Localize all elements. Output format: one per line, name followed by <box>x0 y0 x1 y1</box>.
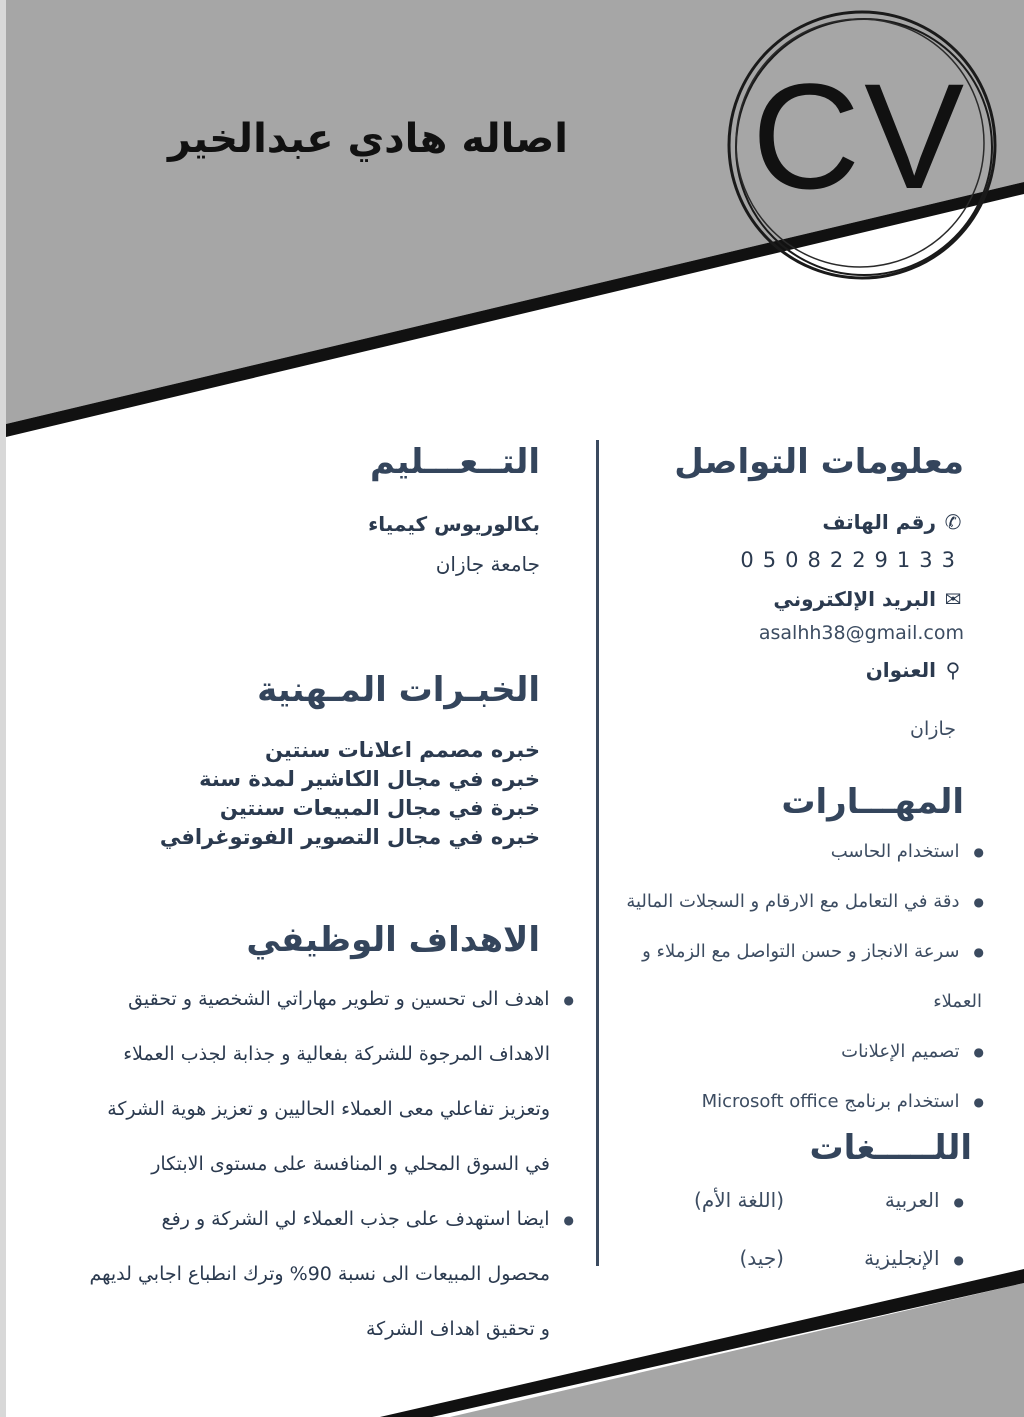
map-pin-icon: ⚲ <box>945 658 961 682</box>
skill-item: ●تصميم الإعلانات <box>841 1041 984 1062</box>
skill-item: ●دقة في التعامل مع الارقام و السجلات المالية <box>626 891 984 912</box>
email-row <box>606 587 964 611</box>
experience-item: خبره مصمم اعلانات سنتين <box>265 738 540 762</box>
education-heading: التــعـــليم <box>369 442 540 482</box>
phone-value: 0508229133 <box>740 548 964 572</box>
languages-heading: اللـــــغات <box>809 1128 972 1168</box>
address-label: العنوان <box>865 658 936 682</box>
language-level: (جيد) <box>739 1246 784 1270</box>
language-name: العربية <box>884 1188 940 1212</box>
experience-item: خبره في مجال الكاشير لمدة سنة <box>199 767 540 791</box>
skill-item: ●استخدام الحاسب <box>830 841 984 862</box>
language-row: ●الإنجليزية <box>864 1246 964 1270</box>
skill-item: ●استخدام برنامج Microsoft office <box>701 1091 984 1112</box>
goal-line-continuation: محصول المبيعات الى نسبة 90% وترك انطباع اجابي لديهم <box>89 1263 550 1285</box>
address-row <box>606 658 964 682</box>
experience-item: خبرة في مجال المبيعات سنتين <box>219 796 540 820</box>
goal-line-continuation: و تحقيق اهداف الشركة <box>365 1318 550 1340</box>
education-degree: بكالوريوس كيمياء <box>368 512 540 536</box>
phone-icon: ✆ <box>944 510 962 534</box>
address-value: جازان <box>910 718 956 740</box>
goal-line-continuation: وتعزيز تفاعلي معى العملاء الحاليين و تعزيز هوية الشركة <box>107 1098 550 1120</box>
language-level: (اللغة الأم) <box>694 1188 784 1212</box>
goals-heading: الاهداف الوظيفي <box>246 920 540 960</box>
goal-item: ●ايضا استهدف على جذب العملاء لي الشركة و رفع <box>161 1208 574 1230</box>
envelope-icon: ✉ <box>944 587 962 611</box>
language-row: ●العربية <box>884 1188 964 1212</box>
email-value: asalhh38@gmail.com <box>758 622 964 644</box>
column-divider <box>596 440 599 1266</box>
goal-line-continuation: الاهداف المرجوة للشركة بفعالية و جذابة لجذب العملاء <box>123 1043 550 1065</box>
skill-item: ●سرعة الانجاز و حسن التواصل مع الزملاء و <box>642 941 984 962</box>
goal-line-continuation: في السوق المحلي و المنافسة على مستوى الابتكار <box>151 1153 550 1175</box>
experience-list <box>20 736 540 852</box>
phone-row <box>606 510 964 534</box>
left-edge-line <box>0 0 6 1417</box>
education-university: جامعة جازان <box>435 552 540 576</box>
goal-item: ●اهدف الى تحسين و تطوير مهاراتي الشخصية و تحقيق <box>128 988 574 1010</box>
experience-heading: الخبـرات المـهنية <box>257 670 540 710</box>
candidate-name: اصاله هادي عبدالخير <box>168 116 568 162</box>
experience-item: خبره في مجال التصوير الفوتوغرافي <box>159 825 540 849</box>
language-name: الإنجليزية <box>864 1246 940 1270</box>
phone-label: رقم الهاتف <box>822 510 936 534</box>
skills-heading: المهـــارات <box>781 782 964 822</box>
skill-item-continuation: العملاء <box>933 991 982 1012</box>
contact-heading: معلومات التواصل <box>674 442 964 482</box>
email-label: البريد الإلكتروني <box>773 587 936 611</box>
cv-logo-text: CV <box>751 52 969 220</box>
